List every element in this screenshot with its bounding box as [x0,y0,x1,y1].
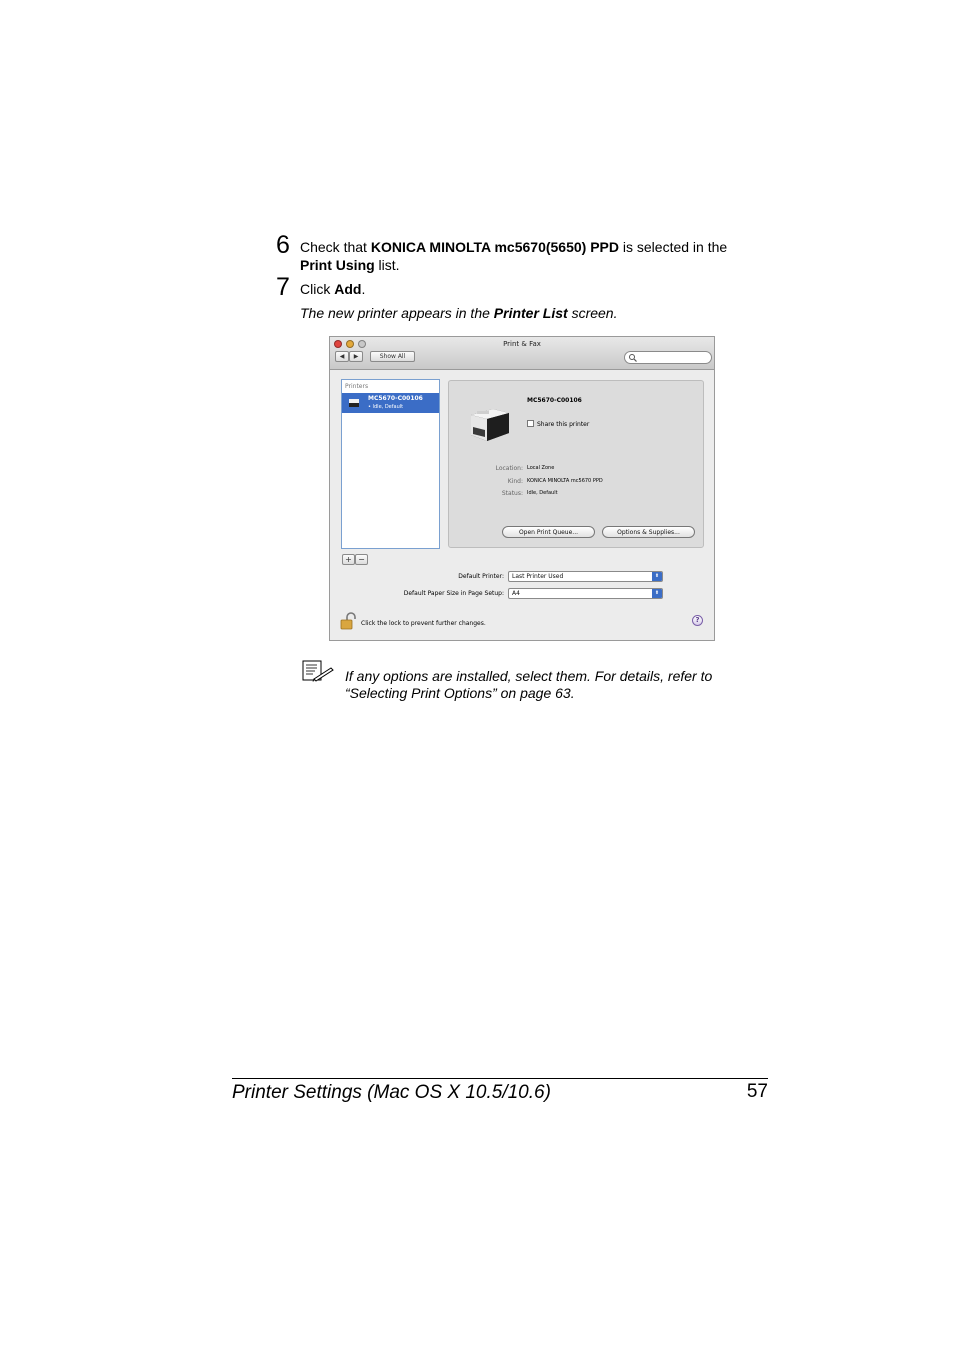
note-text [345,668,765,702]
print-fax-window [329,336,715,641]
show-all-button[interactable]: Show All [370,351,415,362]
default-printer-label: Default Printer: [458,573,504,580]
page-number: 57 [746,1081,768,1102]
help-button[interactable]: ? [692,615,703,626]
paper-size-value: A4 [512,590,520,597]
footer-title: Printer Settings (Mac OS X 10.5/10.6) [232,1082,551,1103]
back-button[interactable]: ◀ [335,351,349,362]
paper-size-label: Default Paper Size in Page Setup: [403,590,504,597]
add-printer-button[interactable]: + [342,554,355,565]
location-label: Location: [495,465,523,472]
window-titlebar [330,337,714,370]
result-note-pre: The new printer appears in the [300,305,494,321]
forward-button[interactable]: ▶ [349,351,363,362]
footer-rule [232,1078,768,1079]
result-note [300,304,618,322]
printer-item-status: • Idle, Default [368,404,404,410]
printer-detail-pane [448,380,704,548]
remove-printer-button[interactable]: − [355,554,368,565]
step-number-7: 7 [276,273,290,301]
detail-printer-name: MC5670-C00106 [527,397,582,404]
status-value: Idle, Default [527,490,558,496]
result-note-post: screen. [567,305,618,321]
step-6-text-b: is selected in the [619,239,728,255]
step-7-text-b: . [361,281,366,297]
kind-value: KONICA MINOLTA mc5670 PPD [527,478,603,484]
printers-header: Printers [342,380,439,394]
step-7-text-a: Click [300,281,335,297]
location-value: Local Zone [527,465,555,471]
step-7-add: Add [334,281,362,297]
printer-small-icon [348,397,360,409]
popup-arrows-icon: ⬍ [652,572,662,581]
printer-item-name: MC5670-C00106 [368,395,423,402]
result-note-printer-list: Printer List [493,305,568,321]
note-line-1: If any options are installed, select them. For details, refer to [345,668,713,684]
share-printer-label: Share this printer [537,421,590,428]
popup-arrows-icon: ⬍ [652,589,662,598]
lock-icon[interactable] [340,612,356,630]
paper-size-popup[interactable] [508,588,663,599]
step-6-print-using: Print Using [300,257,375,273]
default-printer-value: Last Printer Used [512,573,564,580]
status-label: Status: [501,490,523,497]
printer-list-item[interactable] [342,393,439,413]
window-title: Print & Fax [503,340,541,348]
printer-list[interactable] [341,379,440,549]
default-printer-popup[interactable] [508,571,663,582]
step-number-6: 6 [276,231,290,259]
options-supplies-button[interactable]: Options & Supplies... [602,526,695,538]
step-6-text-c: list. [374,257,400,273]
step-6-text-a: Check that [300,239,371,255]
lock-text: Click the lock to prevent further changes. [361,620,486,627]
open-print-queue-button[interactable]: Open Print Queue... [502,526,595,538]
note-pencil-icon [302,660,334,682]
share-printer-checkbox[interactable] [527,420,534,427]
step-6-ppd-name: KONICA MINOLTA mc5670(5650) PPD [370,239,619,255]
step-6-text [300,238,770,274]
search-field[interactable] [624,351,712,364]
step-7-text [300,280,365,298]
printer-icon [463,401,513,447]
search-icon [628,353,638,363]
kind-label: Kind: [507,478,523,485]
note-line-2: “Selecting Print Options” on page 63. [345,685,575,701]
